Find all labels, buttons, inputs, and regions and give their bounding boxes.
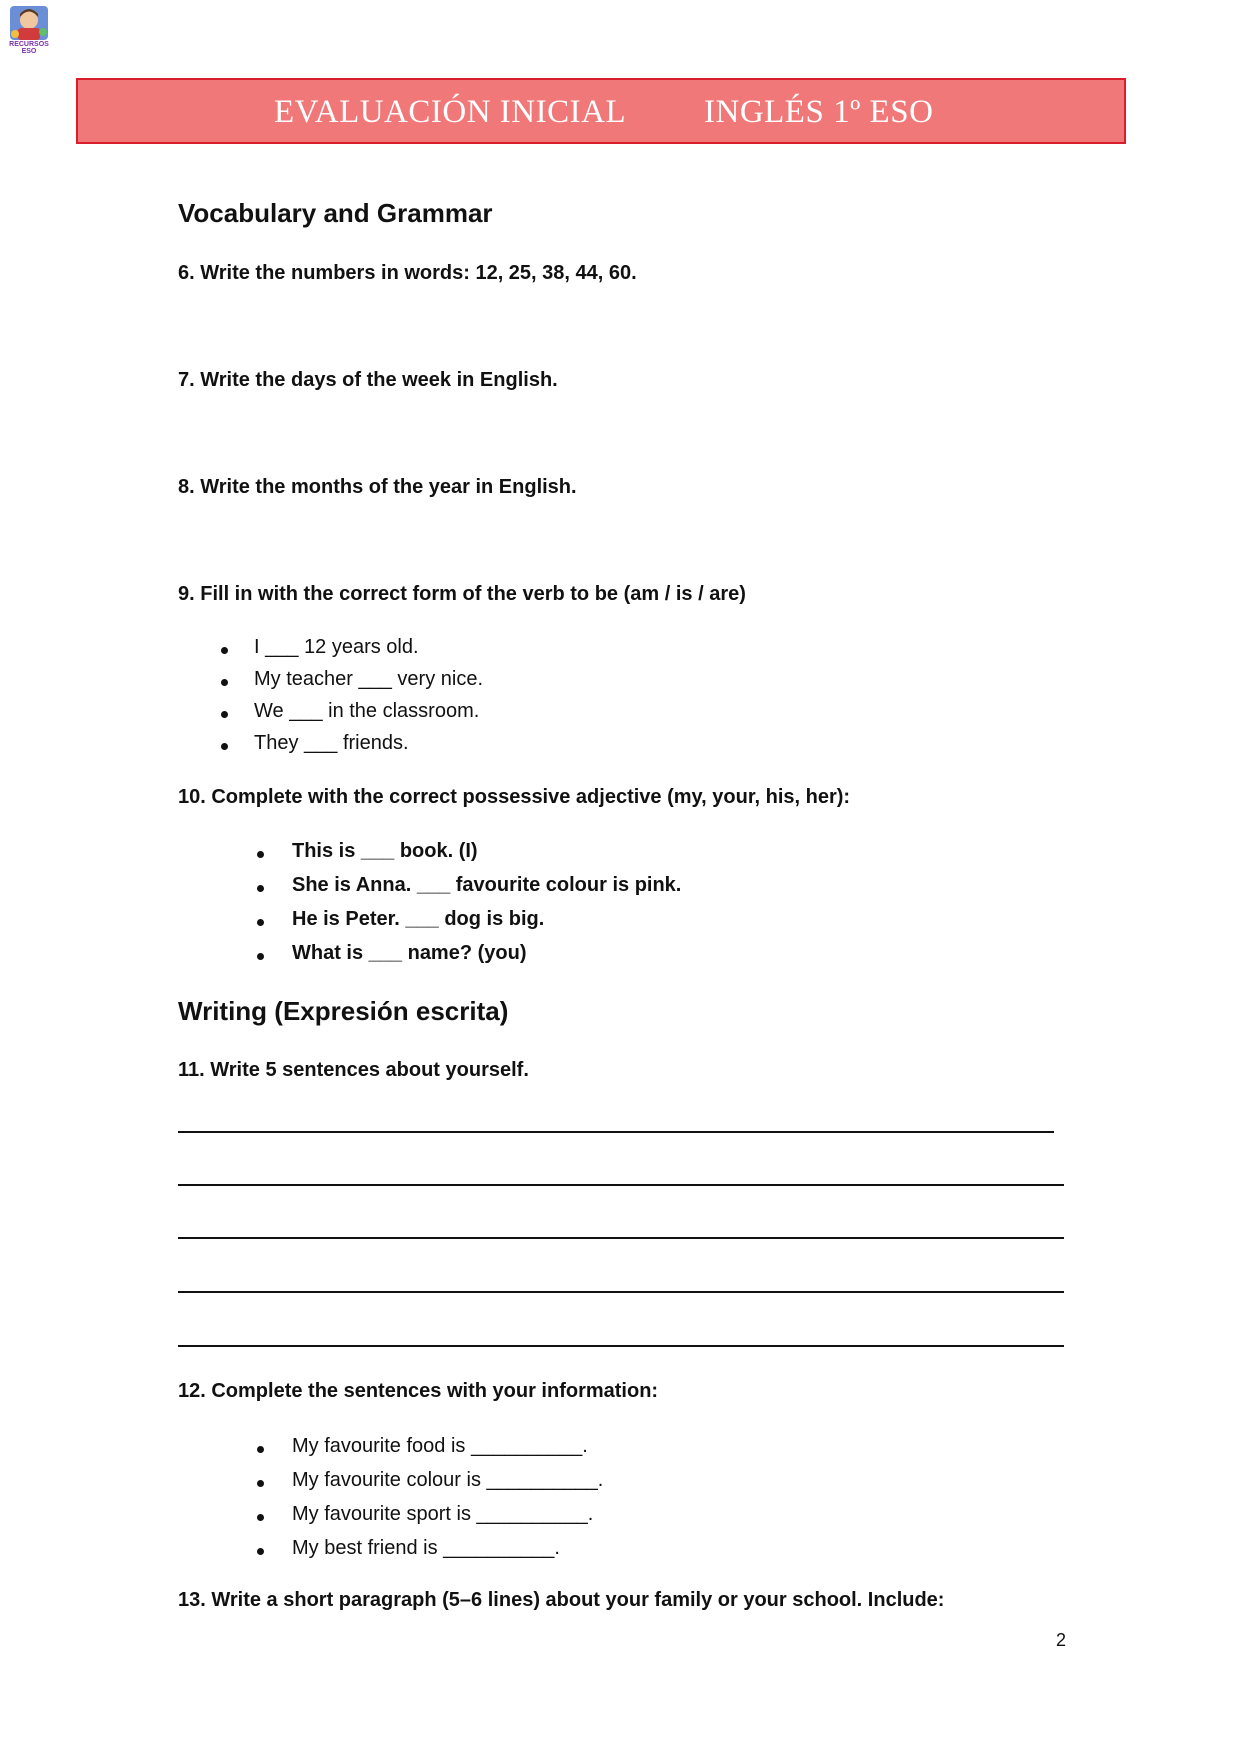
bullet-icon bbox=[257, 919, 264, 926]
question-7: 7. Write the days of the week in English. bbox=[178, 369, 558, 391]
question-10: 10. Complete with the correct possessive adjective (my, your, his, her): bbox=[178, 786, 851, 808]
writing-line[interactable] bbox=[178, 1291, 1064, 1293]
list-item-text: What is ___ name? (you) bbox=[292, 942, 527, 964]
writing-line[interactable] bbox=[178, 1345, 1064, 1347]
writing-line[interactable] bbox=[178, 1184, 1064, 1186]
bullet-icon bbox=[257, 1446, 264, 1453]
header-title: EVALUACIÓN INICIAL bbox=[274, 94, 627, 130]
list-item-text: He is Peter. ___ dog is big. bbox=[292, 908, 545, 930]
bullet-icon bbox=[257, 1514, 264, 1521]
question-11: 11. Write 5 sentences about yourself. bbox=[178, 1059, 529, 1081]
list-item-text: My teacher ___ very nice. bbox=[254, 668, 483, 690]
list-item-text: My best friend is __________. bbox=[292, 1537, 560, 1559]
section-title-vocabulary: Vocabulary and Grammar bbox=[178, 198, 493, 228]
bullet-icon bbox=[257, 953, 264, 960]
question-9: 9. Fill in with the correct form of the verb to be (am / is / are) bbox=[178, 583, 746, 605]
writing-line[interactable] bbox=[178, 1131, 1054, 1133]
list-item-text: My favourite sport is __________. bbox=[292, 1503, 594, 1525]
list-item-text: I ___ 12 years old. bbox=[254, 636, 419, 658]
bullet-icon bbox=[221, 647, 228, 654]
writing-line[interactable] bbox=[178, 1237, 1064, 1239]
list-item-text: This is ___ book. (I) bbox=[292, 840, 478, 862]
page-number: 2 bbox=[1056, 1630, 1067, 1650]
list-item-text: They ___ friends. bbox=[254, 732, 409, 754]
bullet-icon bbox=[257, 1480, 264, 1487]
bullet-icon bbox=[221, 679, 228, 686]
bullet-icon bbox=[257, 1548, 264, 1555]
bullet-icon bbox=[257, 885, 264, 892]
list-item-text: My favourite food is __________. bbox=[292, 1435, 588, 1457]
logo-text: RECURSOS ESO bbox=[9, 41, 49, 55]
question-13: 13. Write a short paragraph (5–6 lines) about your family or your school. Include: bbox=[178, 1589, 945, 1611]
title-banner bbox=[76, 78, 1126, 144]
recursos-eso-logo bbox=[8, 4, 50, 56]
bullet-icon bbox=[221, 711, 228, 718]
list-item-text: She is Anna. ___ favourite colour is pink. bbox=[292, 874, 682, 896]
list-item-text: My favourite colour is __________. bbox=[292, 1469, 604, 1491]
bullet-icon bbox=[257, 851, 264, 858]
question-8: 8. Write the months of the year in English. bbox=[178, 476, 577, 498]
list-item-text: We ___ in the classroom. bbox=[254, 700, 480, 722]
question-12: 12. Complete the sentences with your information: bbox=[178, 1380, 659, 1402]
question-6: 6. Write the numbers in words: 12, 25, 38, 44, 60. bbox=[178, 262, 637, 284]
header-subject: INGLÉS 1º ESO bbox=[704, 94, 934, 130]
bullet-icon bbox=[221, 743, 228, 750]
section-title-writing: Writing (Expresión escrita) bbox=[178, 996, 509, 1026]
